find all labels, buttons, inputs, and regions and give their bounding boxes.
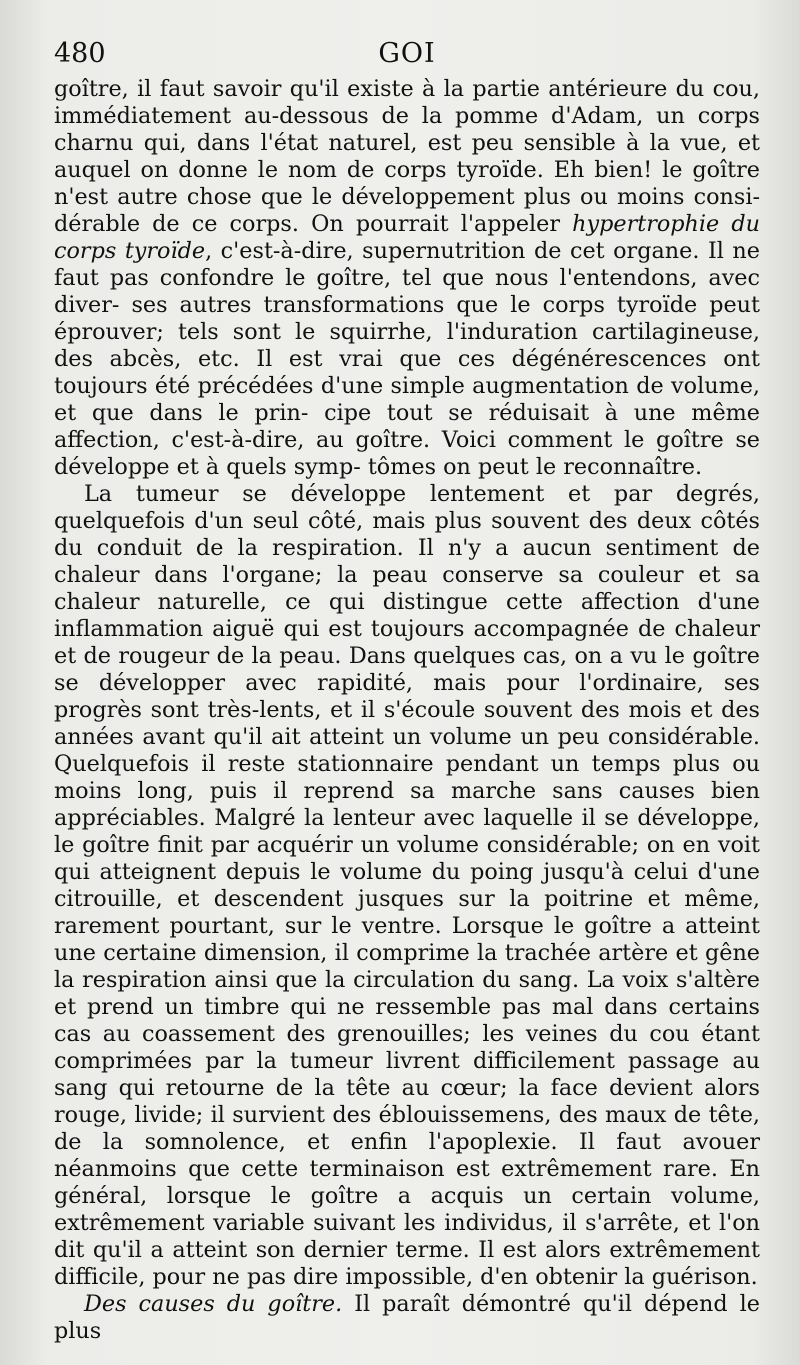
paragraph-1: [54, 76, 760, 481]
text-line: immédiatement au-dessous de la pomme d'Adam, un corps: [54, 103, 760, 129]
text-line: tels sont le squirrhe, l'induration cartilagineuse, des abcès, etc.: [54, 319, 761, 372]
text-line: , c'est-à-dire, supernutrition de cet organe. Il ne faut: [54, 238, 760, 291]
text-line: n'est autre chose que le développement plus ou moins consi-: [54, 184, 760, 210]
body-text: [54, 76, 760, 1345]
text-line: auquel on donne le nom de corps tyroïde. Eh bien! le goître: [54, 157, 760, 183]
section-heading: Des causes du goître.: [84, 1291, 343, 1317]
text-line: ses autres transformations que le corps tyroïde peut éprouver;: [54, 292, 760, 345]
text-line: dérable de ce corps. On pourrait l'appeler: [54, 211, 561, 237]
paragraph-2: La tumeur se développe lentement et par degrés, quelquefois d'un seul côté, mais plus souvent des deux côtés du conduit de la respiration. Il n'y a aucun sentiment de chaleur dans l'organe; la peau conserve sa couleur et sa chaleur naturelle, ce qui distingue cette affection d'une inflammation aiguë qui est toujours accompagnée de chaleur et de rougeur de la peau. Dans quelques cas, on a vu le goître se développer avec rapidité, mais pour l'ordinaire, ses progrès sont très-lents, et il s'écoule souvent des mois et des années avant qu'il ait atteint un volume un peu considérable. Quelquefois il reste stationnaire pendant un temps plus ou moins long, puis il reprend sa marche sans causes bien appréciables. Malgré la lenteur avec laquelle il se développe, le goître finit par acquérir un volume considérable; on en voit qui atteignent depuis le volume du poing jusqu'à celui d'une citrouille, et descendent jusques sur la poitrine et même, rarement pourtant, sur le ventre. Lorsque le goître a atteint une certaine dimension, il comprime la trachée artère et gêne la respiration ainsi que la circulation du sang. La voix s'altère et prend un timbre qui ne ressemble pas mal dans certains cas au coassement des grenouilles; les veines du cou étant comprimées par la tumeur livrent difficilement passage au sang qui retourne de la tête au cœur; la face devient alors rouge, livide; il survient des éblouissemens, des maux de tête, de la somnolence, et enfin l'apoplexie. Il faut avouer néanmoins que cette terminaison est extrêmement rare. En général, lorsque le goître a acquis un certain volume, extrêmement variable suivant les individus, il s'arrête, et l'on dit qu'il a atteint son dernier terme. Il est alors extrêmement difficile, pour ne pas dire impossible, d'en obtenir la guérison.: [54, 481, 760, 1290]
running-head: [54, 32, 760, 76]
page-number: 480: [54, 38, 106, 69]
text-line: goître. Voici comment le goître se développe et à quels symp-: [54, 427, 760, 480]
paragraph-text: Il paraît démontré qu'il dépend le plus: [54, 1291, 760, 1344]
headword: GOI: [378, 38, 436, 69]
paragraph-3: [54, 1291, 760, 1345]
text-line: goître, il faut savoir qu'il existe à la partie antérieure du cou,: [54, 76, 760, 102]
text-line: pas confondre le goître, tel que nous l'entendons, avec diver-: [54, 265, 760, 318]
text-line: charnu qui, dans l'état naturel, est peu sensible à la vue, et: [54, 130, 760, 156]
text-line: Il est vrai que ces dégénérescences ont toujours été précédées: [54, 346, 760, 399]
text-line: tômes on peut le reconnaître.: [367, 454, 703, 480]
text-line: d'une simple augmentation de volume, et que dans le prin-: [54, 373, 760, 426]
text-line: cipe tout se réduisait à une même affection, c'est-à-dire, au: [54, 400, 760, 453]
italic-term: hypertrophie du corps tyroïde: [54, 211, 761, 264]
